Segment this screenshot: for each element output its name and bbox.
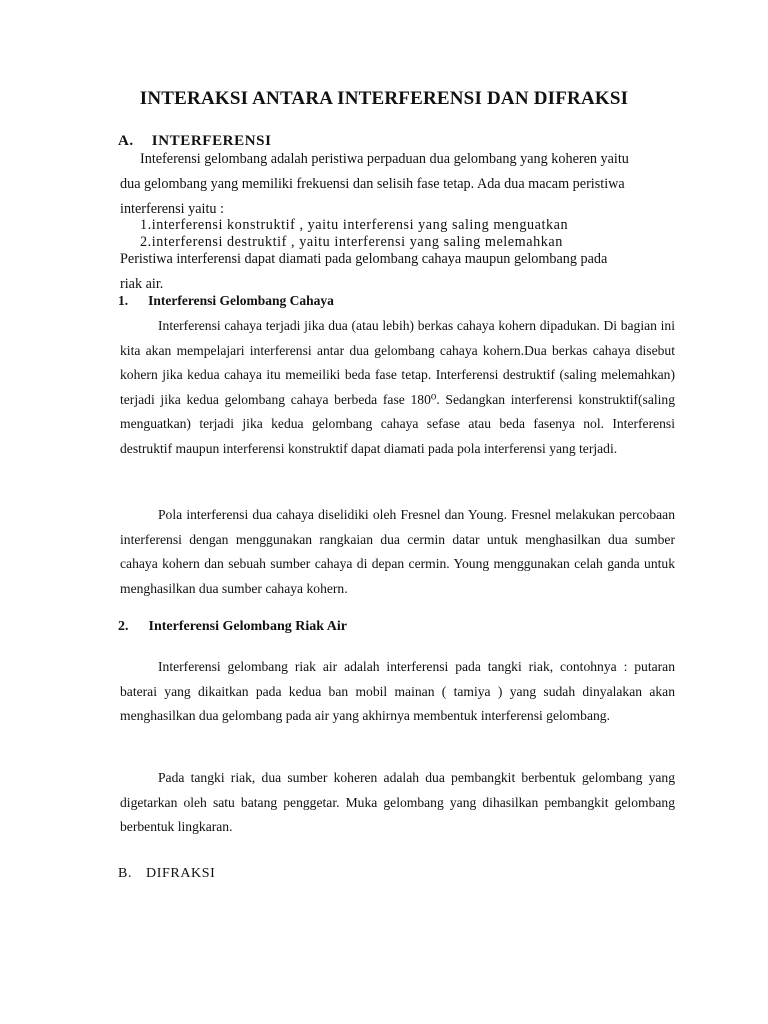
subsection-1-title: Interferensi Gelombang Cahaya — [148, 293, 334, 308]
section-b-marker: B. — [118, 866, 133, 881]
intro-line-1: Inteferensi gelombang adalah peristiwa perpaduan dua gelombang yang koheren yaitu — [140, 151, 629, 167]
section-b-title: DIFRAKSI — [146, 866, 216, 881]
page-title: INTERAKSI ANTARA INTERFERENSI DAN DIFRAKSI — [139, 88, 629, 109]
subsection-2-marker: 2. — [118, 619, 129, 634]
list-item-2: 2.interferensi destruktif , yaitu interferensi yang saling melemahkan — [140, 234, 563, 250]
section-a-heading — [118, 133, 272, 150]
paragraph-ripple-2: Pada tangki riak, dua sumber koheren adalah dua pembangkit berbentuk gelombang yang digetarkan oleh satu batang penggetar. Muka gelombang yang dihasilkan pembangkit gelombang berbentuk lingkaran. — [120, 770, 675, 835]
paragraph-light-2: Pola interferensi dua cahaya diselidiki oleh Fresnel dan Young. Fresnel melakukan percobaan interferensi dengan menggunakan rangkaian dua cermin datar untuk menghasilkan dua sumber cahaya kohern dan sebuah sumber cahaya di depan cermin. Young menggunakan celah ganda untuk menghasilkan dua sumber cahaya kohern. — [120, 507, 675, 596]
observe-line-2: riak air. — [120, 276, 164, 292]
list-item-1: 1.interferensi konstruktif , yaitu interferensi yang saling menguatkan — [140, 217, 569, 233]
paragraph-ripple-1: Interferensi gelombang riak air adalah interferensi pada tangki riak, contohnya : putaran baterai yang dikaitkan pada kedua ban mobil mainan ( tamiya ) yang sudah dinyalakan akan menghasilkan dua gelombang pada air yang akhirnya membentuk interferensi gelombang. — [120, 659, 675, 724]
section-a-title: INTERFERENSI — [151, 133, 272, 149]
section-a-marker: A. — [118, 133, 134, 149]
subsection-1-marker: 1. — [118, 293, 129, 308]
intro-line-2: dua gelombang yang memiliki frekuensi dan selisih fase tetap. Ada dua macam peristiwa — [120, 176, 625, 192]
subsection-2-title: Interferensi Gelombang Riak Air — [148, 619, 347, 634]
subsection-1-heading — [118, 293, 334, 309]
section-b-heading — [118, 866, 215, 882]
observe-line-1: Peristiwa interferensi dapat diamati pada gelombang cahaya maupun gelombang pada — [120, 251, 608, 267]
intro-line-3: interferensi yaitu : — [120, 201, 225, 217]
subsection-2-heading — [118, 619, 347, 635]
paragraph-light-1: Interferensi cahaya terjadi jika dua (atau lebih) berkas cahaya kohern dipadukan. Di bagian ini kita akan mempelajari interferensi antar dua gelombang cahaya kohern.Dua berkas cahaya disebut kohern jika kedua cahaya itu memeiliki beda fase tetap. Interferensi destruktif (saling melemahkan) terjadi jika kedua gelombang cahaya berbeda fase 180⁰. Sedangkan interferensi konstruktif(saling menguatkan) terjadi jika kedua gelombang cahaya sefase atau beda fasenya nol. Interferensi destruktif maupun interferensi konstruktif dapat diamati pada pola interferensi yang terjadi. — [120, 318, 675, 456]
